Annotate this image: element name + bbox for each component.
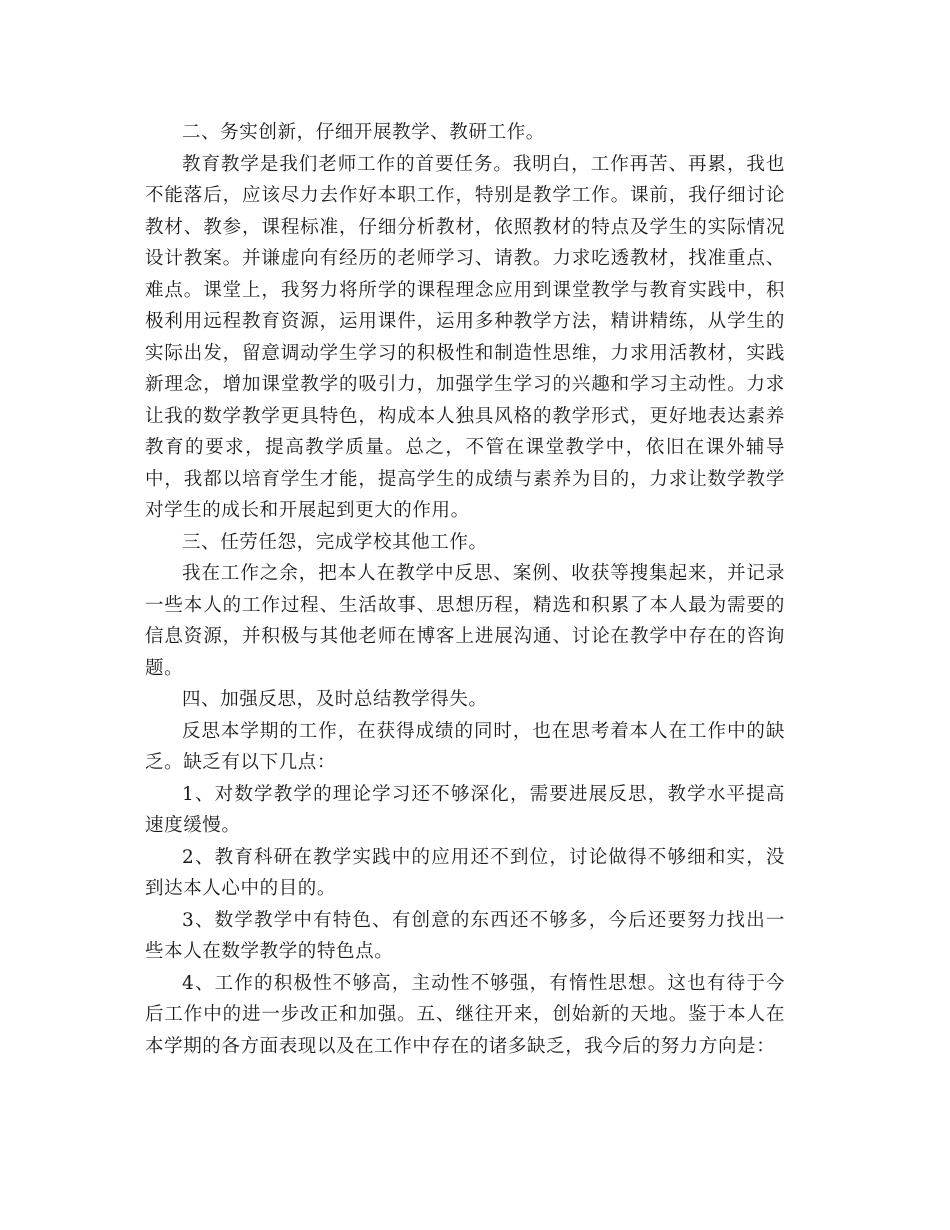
paragraph-other-work: 我在工作之余，把本人在教学中反思、案例、收获等搜集起来，并记录一些本人的工作过程、生活故事、思想历程，精选和积累了本人最为需要的信息资源，并积极与其他老师在博客上进展沟通、讨论在教学中存在的咨询题。: [145, 563, 785, 679]
paragraph-reflection: 反思本学期的工作，在获得成绩的同时，也在思考着本人在工作中的缺乏。缺乏有以下几点：: [145, 720, 785, 773]
list-item-2: 2、教育科研在教学实践中的应用还不到位，讨论做得不够细和实，没到达本人心中的目的。: [145, 846, 785, 899]
section-heading-3: 三、任劳任怨，完成学校其他工作。: [182, 531, 488, 553]
section-heading-2: 二、务实创新，仔细开展教学、教研工作。: [182, 122, 545, 143]
list-item-1: 1、对数学教学的理论学习还不够深化，需要进展反思，教学水平提高速度缓慢。: [145, 783, 785, 836]
list-item-3: 3、数学教学中有特色、有创意的东西还不够多，今后还要努力找出一些本人在数学教学的特色点。: [145, 909, 785, 962]
section-heading-4: 四、加强反思，及时总结教学得失。: [182, 689, 488, 710]
list-item-4: 4、工作的积极性不够高，主动性不够强，有惰性思想。这也有待于今后工作中的进一步改正和加强。五、继往开来，创始新的天地。鉴于本人在本学期的各方面表现以及在工作中存在的诸多缺乏，我今后的努力方向是：: [145, 972, 785, 1057]
paragraph-teaching: 教育教学是我们老师工作的首要任务。我明白，工作再苦、再累，我也不能落后，应该尽力去作好本职工作，特别是教学工作。课前，我仔细讨论教材、教参，课程标准，仔细分析教材，依照教材的特点及学生的实际情况设计教案。并谦虚向有经历的老师学习、请教。力求吃透教材，找准重点、难点。课堂上，我努力将所学的课程理念应用到课堂教学与教育实践中，积极利用远程教育资源，运用课件，运用多种教学方法，精讲精练，从学生的实际出发，留意调动学生学习的积极性和制造性思维，力求用活教材，实践新理念，增加课堂教学的吸引力，加强学生学习的兴趣和学习主动性。力求让我的数学教学更具特色，构成本人独具风格的教学形式，更好地表达素养教育的要求，提高教学质量。总之，不管在课堂教学中，依旧在课外辅导中，我都以培育学生才能，提高学生的成绩与素养为目的，力求让数学教学对学生的成长和开展起到更大的作用。: [145, 153, 785, 521]
document-body: [145, 117, 785, 1062]
